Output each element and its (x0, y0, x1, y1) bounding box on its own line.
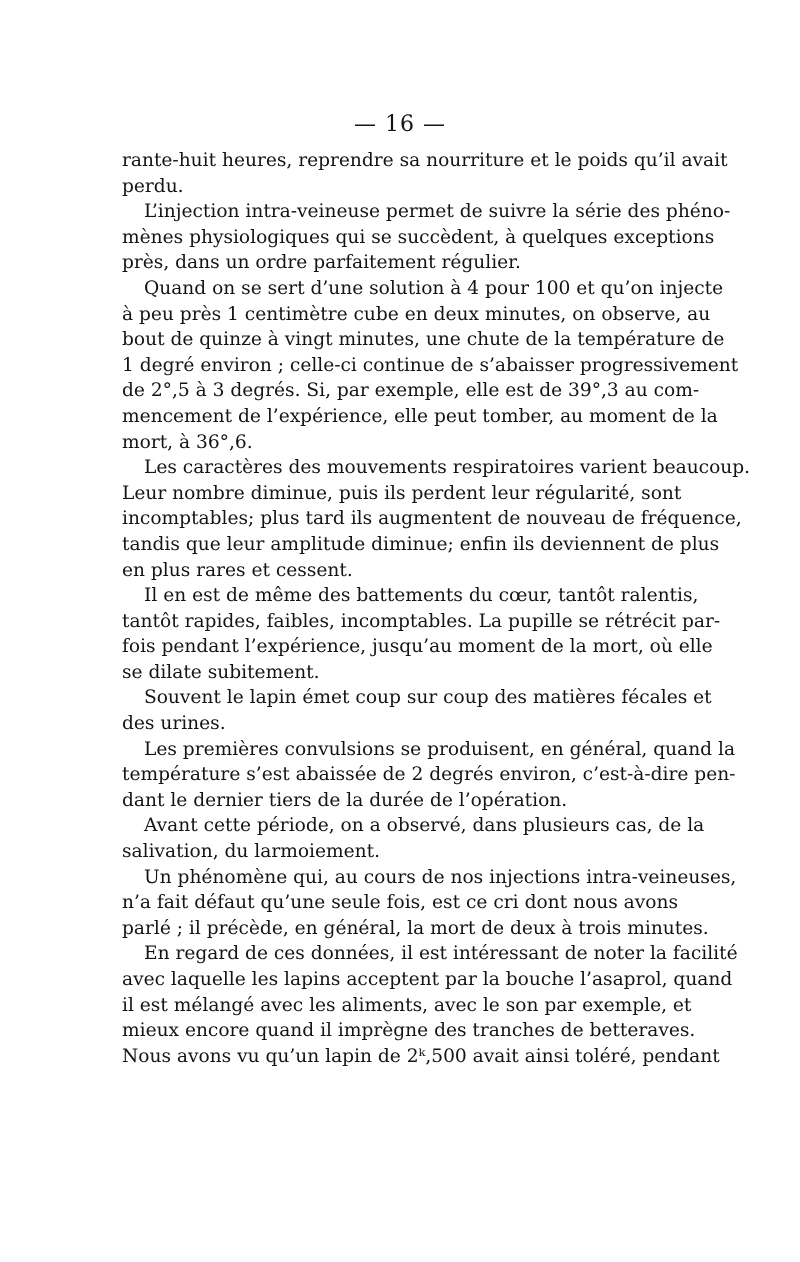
text-line: température s’est abaissée de 2 degrés environ, c’est-à-dire pen- (122, 764, 736, 786)
text-line: se dilate subitement. (122, 661, 320, 683)
text-line: Les caractères des mouvements respiratoires varient beaucoup. (144, 457, 751, 479)
text-line: Avant cette période, on a observé, dans plusieurs cas, de la (144, 815, 705, 837)
text-line: perdu. (122, 175, 184, 197)
text-line: Un phénomène qui, au cours de nos injections intra-veineuses, (144, 866, 737, 888)
text-line: fois pendant l’expérience, jusqu’au moment de la mort, où elle (122, 636, 713, 658)
text-line: incomptables; plus tard ils augmentent de nouveau de fréquence, (122, 508, 742, 530)
text-line: Les premières convulsions se produisent, en général, quand la (144, 738, 736, 760)
text-line: dant le dernier tiers de la durée de l’opération. (122, 789, 568, 811)
text-line: avec laquelle les lapins acceptent par la bouche l’asaprol, quand (122, 969, 733, 990)
text-line: L’injection intra-veineuse permet de suivre la série des phéno- (144, 201, 731, 223)
text-line: bout de quinze à vingt minutes, une chute de la température de (122, 329, 725, 351)
text-line: n’a fait défaut qu’une seule fois, est ce cri dont nous avons (122, 892, 678, 914)
text-line: tantôt rapides, faibles, incomptables. La pupille se rétrécit par- (122, 610, 721, 632)
text-line: mieux encore quand il imprègne des tranches de betteraves. (122, 1020, 696, 1042)
page-number: — 16 — (354, 112, 446, 137)
text-line: mènes physiologiques qui se succèdent, à quelques exceptions (122, 226, 715, 248)
text-line: Quand on se sert d’une solution à 4 pour 100 et qu’on injecte (144, 277, 724, 299)
text-line: tandis que leur amplitude diminue; enfin ils deviennent de plus (122, 533, 720, 555)
text-line: parlé ; il précède, en général, la mort de deux à trois minutes. (122, 917, 709, 939)
text-line: mencement de l’expérience, elle peut tomber, au moment de la (122, 405, 718, 427)
text-line: il est mélangé avec les aliments, avec le son par exemple, et (122, 994, 692, 1016)
text-line: près, dans un ordre parfaitement régulier. (122, 252, 521, 274)
text-line: des urines. (122, 713, 226, 735)
text-line: 1 degré environ ; celle-ci continue de s’abaisser progressivement (122, 354, 739, 376)
text-line: salivation, du larmoiement. (122, 841, 380, 863)
text-line: rante-huit heures, reprendre sa nourriture et le poids qu’il avait (122, 150, 728, 171)
text-line: Nous avons vu qu’un lapin de 2ᵏ,500 avait ainsi toléré, pendant (122, 1045, 720, 1067)
text-line: de 2°,5 à 3 degrés. Si, par exemple, elle est de 39°,3 au com- (122, 380, 700, 402)
text-line: En regard de ces données, il est intéressant de noter la facilité (144, 943, 738, 965)
text-line: Leur nombre diminue, puis ils perdent leur régularité, sont (122, 482, 682, 504)
text-line: en plus rares et cessent. (122, 559, 353, 581)
text-line: Il en est de même des battements du cœur, tantôt ralentis, (144, 585, 699, 607)
body-text (122, 148, 751, 1069)
text-line: mort, à 36°,6. (122, 431, 253, 453)
text-line: Souvent le lapin émet coup sur coup des matières fécales et (144, 687, 712, 709)
text-line: à peu près 1 centimètre cube en deux minutes, on observe, au (122, 303, 711, 325)
